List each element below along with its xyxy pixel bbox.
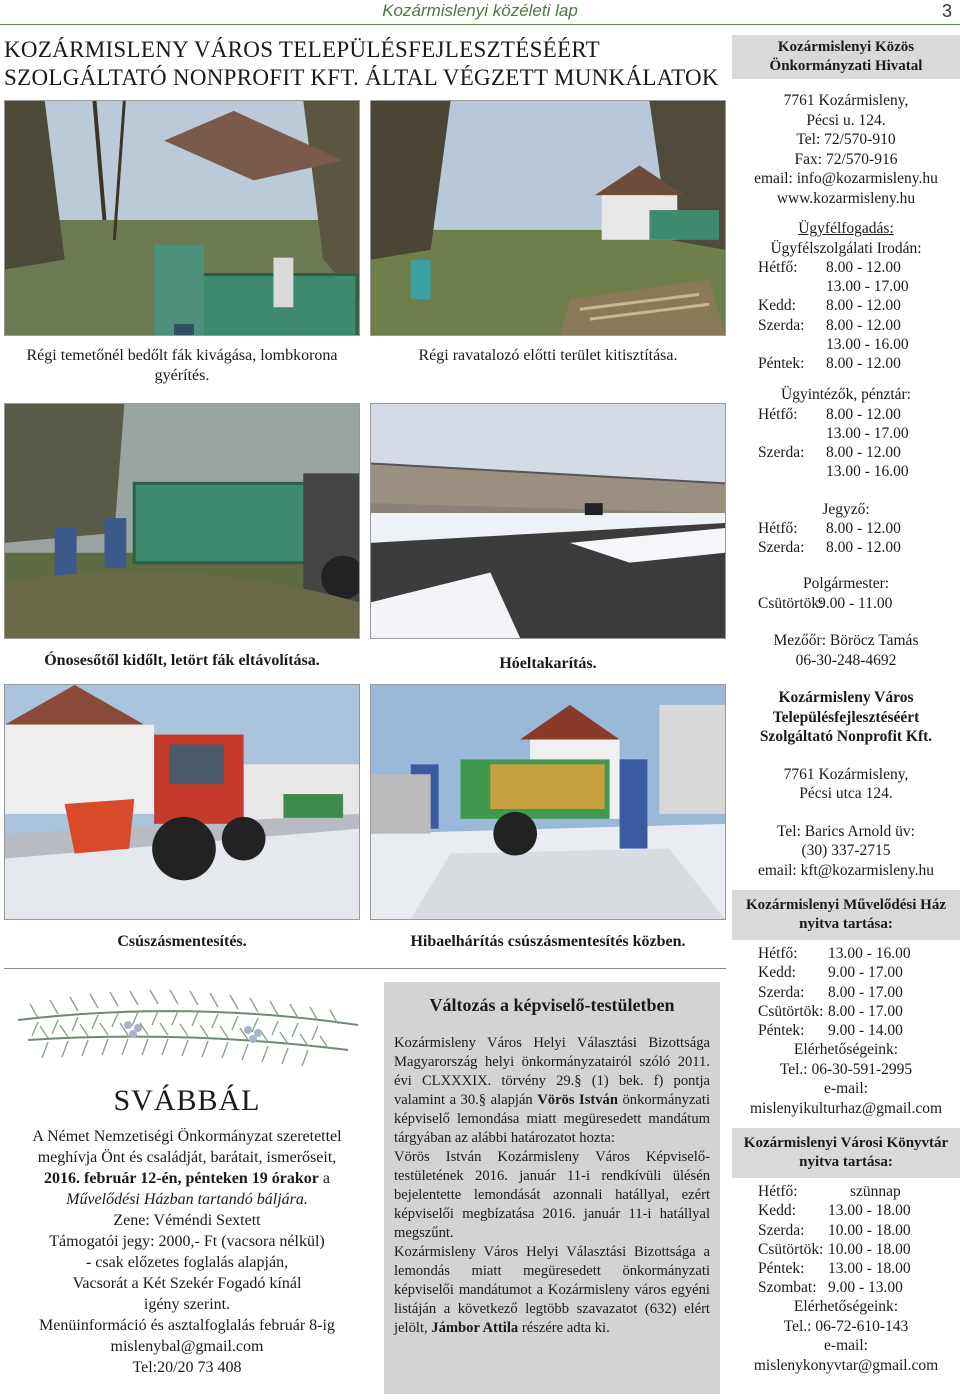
schedule-row: Kedd: 9.00 - 17.00 xyxy=(758,964,903,982)
main-title: KOZÁRMISLENY VÁROS TELEPÜLÉSFEJLESZTÉSÉÉRT SZOLGÁLTATÓ NONPROFIT KFT. ÁLTAL VÉGZETT MUNKÁLATOK xyxy=(4,37,719,90)
section-divider xyxy=(4,968,726,969)
event-venue: Művelődési Házban tartandó báljára. xyxy=(66,1191,308,1208)
news-title: Változás a képviselő-testületben xyxy=(429,995,675,1015)
event-intro: A Német Nemzetiségi Önkormányzat szeretettel meghívja Önt és családját, barátait, ismerőseit, xyxy=(32,1128,342,1166)
header-rule xyxy=(0,24,960,25)
schedule-row: Hétfő: 8.00 - 12.00 xyxy=(758,520,901,538)
schedule-row: 13.00 - 16.00 xyxy=(826,335,909,353)
schedule-row: Hétfő: szünnap xyxy=(758,1183,901,1201)
library-contact: Elérhetőségeink: Tel.: 06-72-610-143 e-mail: mislenykonyvtar@gmail.com xyxy=(753,1298,939,1374)
reception-hours xyxy=(732,258,960,373)
ranger-info: Mezőőr: Böröcz Tamás 06-30-248-4692 xyxy=(773,632,919,669)
schedule-row: 13.00 - 16.00 xyxy=(826,463,909,481)
office-title: Kozármislenyi Közös Önkormányzati Hivatal xyxy=(732,35,960,79)
event-body: A Német Nemzetiségi Önkormányzat szeretettel meghívja Önt és családját, barátait, ismerőseit, 2016. február 12-én, pénteken 19 órakor a Művelődési Házban tartandó báljára. Zene: Véméndi Sextett Támogatói jegy: 2000,- Ft (vacsora nélkül) - csak előzetes foglalás alapján, Vacsorát a Két Szekér Fogadó kínál igény szerint. Menüinformáció és asztalfoglalás február 8-ig mislenybal@gmail.com Tel:20/20 73 408 xyxy=(4,1126,370,1378)
culture-contact: Elérhetőségeink: Tel.: 06-30-591-2995 e-mail: mislenyikulturhaz@gmail.com xyxy=(749,1041,943,1117)
schedule-row: Szerda: 8.00 - 12.00 xyxy=(758,539,901,557)
page-number: 3 xyxy=(941,1,952,21)
photo-repair xyxy=(370,684,726,920)
notary-heading: Jegyző: xyxy=(822,500,870,518)
news-paragraph: Vörös István Kozármisleny Város Képviselő-testületének 2016. január 11-i rendkívüli ülésén bejelentette lemondását azonnali hatállyal, ezért képviselői megbízatása 2016. január 11-i hatállyal megszűnt. xyxy=(394,1149,710,1241)
event-date-line: 2016. február 12-én, pénteken 19 órakor a xyxy=(44,1170,330,1187)
photo-cemetery-trees xyxy=(4,100,360,336)
photo-caption: Csúszásmentesítés. xyxy=(117,933,247,950)
kft-address: 7761 Kozármisleny, Pécsi utca 124. xyxy=(783,765,909,803)
photo-caption: Ónosesőtől kidőlt, letört fák eltávolítása. xyxy=(44,652,320,669)
culture-title: Kozármislenyi Művelődési Ház nyitva tartása: xyxy=(732,890,960,940)
fir-branch-illustration xyxy=(8,980,364,1080)
photo-snow-removal xyxy=(370,403,726,639)
news-box xyxy=(384,982,720,1394)
photo-caption: Régi ravatalozó előtti terület kitisztítása. xyxy=(418,347,678,364)
running-title: Kozármislenyi közéleti lap xyxy=(382,1,578,20)
culture-hours xyxy=(732,944,960,1040)
kft-title: Kozármisleny Város Településfejlesztéséért Szolgáltató Nonprofit Kft. xyxy=(759,689,933,746)
kft-contact: Tel: Barics Arnold üv: (30) 337-2715 email: kft@kozarmisleny.hu xyxy=(758,822,934,879)
library-title: Kozármislenyi Városi Könyvtár nyitva tartása: xyxy=(732,1128,960,1178)
schedule-row: Kedd: 13.00 - 18.00 xyxy=(758,1202,911,1220)
photo-mortuary-clearing xyxy=(370,100,726,336)
photo-caption: Hóeltakarítás. xyxy=(499,655,597,672)
schedule-row: Csütörtök: 8.00 - 17.00 xyxy=(758,1002,903,1020)
photo-gritting xyxy=(4,684,360,920)
news-paragraph: Kozármisleny Város Helyi Választási Bizottsága a lemondás miatt megüresedett önkormányzati képviselői mandátumot a Kozármisleny város egyéni listáján a következő legtöbb szavazatot (632) elért jelölt, Jámbor Attila részére adta ki. xyxy=(394,1244,710,1336)
schedule-row: Szerda: 10.00 - 18.00 xyxy=(758,1221,911,1239)
notary-hours xyxy=(732,519,960,557)
photo-caption: Hibaelhárítás csúszásmentesítés közben. xyxy=(410,933,686,950)
mayor-hours xyxy=(732,594,960,613)
schedule-row: 13.00 - 17.00 xyxy=(826,278,909,296)
schedule-row: 13.00 - 17.00 xyxy=(826,424,909,442)
schedule-row: Péntek: 8.00 - 12.00 xyxy=(758,355,901,373)
mayor-heading: Polgármester: xyxy=(802,575,890,593)
event-title: SVÁBBÁL xyxy=(113,1084,261,1117)
clerks-hours xyxy=(732,405,960,482)
schedule-row: Péntek: 13.00 - 18.00 xyxy=(758,1259,911,1277)
photo-fallen-trees xyxy=(4,403,360,639)
schedule-row: Csütörtök: 10.00 - 18.00 xyxy=(758,1240,911,1258)
office-address: 7761 Kozármisleny, Pécsi u. 124. Tel: 72/570-910 Fax: 72/570-916 email: info@kozarmisleny.hu www.kozarmisleny.hu xyxy=(754,92,938,207)
schedule-row: Kedd: 8.00 - 12.00 xyxy=(758,297,901,315)
photo-caption: Régi temetőnél bedőlt fák kivágása, lombkorona gyérítés. xyxy=(26,347,338,384)
schedule-row: Szombat: 9.00 - 13.00 xyxy=(758,1279,903,1297)
news-body xyxy=(394,1034,710,1338)
schedule-row: Csütörtök: 9.00 - 11.00 xyxy=(758,594,893,612)
sidebar xyxy=(732,35,960,1375)
library-hours xyxy=(732,1182,960,1297)
schedule-row: Hétfő: 13.00 - 16.00 xyxy=(758,945,911,963)
news-paragraph: Kozármisleny Város Helyi Választási Bizottsága Magyarország helyi önkormányzatairól szóló 2011. évi CLXXXIX. törvény 29.§ (1) bek. f) pontja valamint a 30.§ alapján Vörös István önkormányzati képviselő lemondása miatt megüresedett mandátum tárgyában az alábbi határozatot hozta: xyxy=(394,1035,711,1146)
schedule-row: Szerda: 8.00 - 12.00 xyxy=(758,316,901,334)
schedule-row: Péntek: 9.00 - 14.00 xyxy=(758,1021,903,1039)
schedule-row: Hétfő: 8.00 - 12.00 xyxy=(758,259,901,276)
schedule-row: Szerda: 8.00 - 12.00 xyxy=(758,444,901,462)
clerks-heading: Ügyintézők, pénztár: xyxy=(781,386,911,404)
schedule-row: Szerda: 8.00 - 17.00 xyxy=(758,983,903,1001)
schedule-row: Hétfő: 8.00 - 12.00 xyxy=(758,405,901,423)
reception-heading: Ügyfélfogadás: Ügyfélszolgálati Irodán: xyxy=(770,220,922,257)
